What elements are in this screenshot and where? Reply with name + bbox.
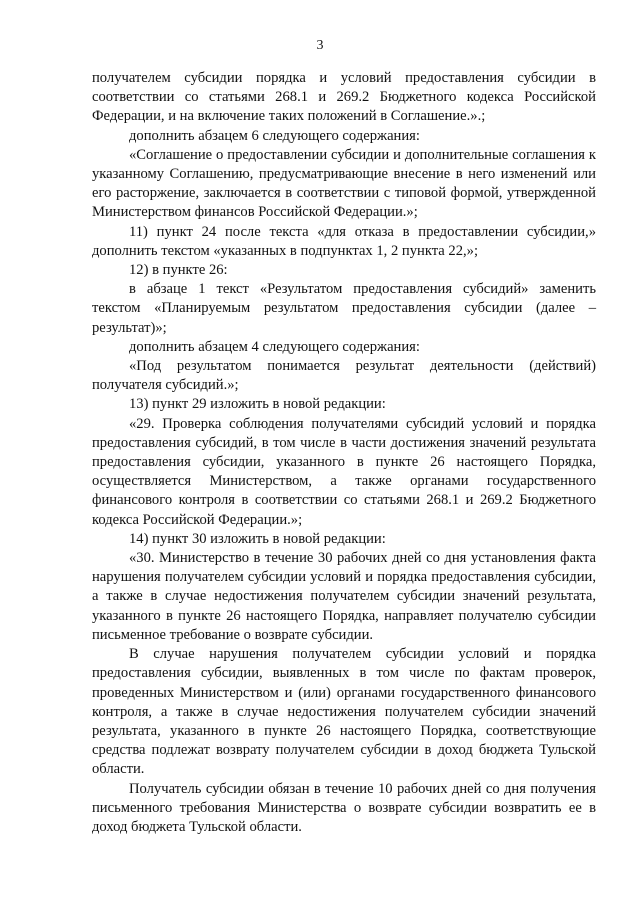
paragraph-point-30: «30. Министерство в течение 30 рабочих дней со дня установления факта нарушения получателем субсидии условий и порядка предоставления субсидии, а также в случае недостижения получателем субсидии значений результата, указанного в пункте 26 настоящего Порядка, направляет получателю субсидии письменное требование о возврате субсидии. [92,550,596,643]
paragraph-item-11: 11) пункт 24 после текста «для отказа в предоставлении субсидии,» дополнить текстом «указанных в подпунктах 1, 2 пункта 22,»; [92,223,596,259]
paragraph-violation-case: В случае нарушения получателем субсидии условий и порядка предоставления субсидии, выявленных в том числе по фактам проверок, проведенных Министерством и (или) органами государственного финансового контроля, а также в случае недостижения получателем субсидии значений результата, указанного в пункте 26 настоящего Порядка, соответствующие средства подлежат возврату получателем субсидии в доход бюджета Тульской области. [92,646,596,778]
paragraph-add-clause-6: дополнить абзацем 6 следующего содержания: [129,127,420,144]
paragraph-point-29: «29. Проверка соблюдения получателями субсидий условий и порядка предоставления субсидий, в том числе в части достижения значений результата предоставления субсидии, указанного в пункте 26 настоящего Порядка, осуществляется Министерством, а также органами государственного финансового контроля в соответствии со статьями 268.1 и 269.2 Бюджетного кодекса Российской Федерации.»; [92,415,596,528]
page-number: 3 [316,38,324,53]
paragraph-return-obligation: Получатель субсидии обязан в течение 10 рабочих дней со дня получения письменного требования Министерства о возврате субсидии возвратить ее в доход бюджета Тульской области. [92,780,596,835]
paragraph-agreement-quote: «Соглашение о предоставлении субсидии и дополнительные соглашения к указанному Соглашению, предусматривающие внесение в него изменений или его расторжение, заключается в соответствии с типовой формой, утвержденной Министерством финансов Российской Федерации.»; [92,146,596,221]
paragraph-result-definition: «Под результатом понимается результат деятельности (действий) получателя субсидий.»; [92,358,596,394]
paragraph-add-clause-4: дополнить абзацем 4 следующего содержания: [129,338,420,355]
paragraph-replace-text: в абзаце 1 текст «Результатом предоставления субсидий» заменить текстом «Планируемым результатом предоставления субсидии (далее – результат)»; [92,281,596,336]
document-body [92,69,596,837]
paragraph-item-13: 13) пункт 29 изложить в новой редакции: [129,396,386,413]
paragraph-item-14: 14) пункт 30 изложить в новой редакции: [129,530,386,547]
paragraph-item-12: 12) в пункте 26: [129,262,228,279]
paragraph-continuation: получателем субсидии порядка и условий предоставления субсидии в соответствии со статьями 268.1 и 269.2 Бюджетного кодекса Российской Федерации, и на включение таких положений в Соглашение.».; [92,70,596,125]
